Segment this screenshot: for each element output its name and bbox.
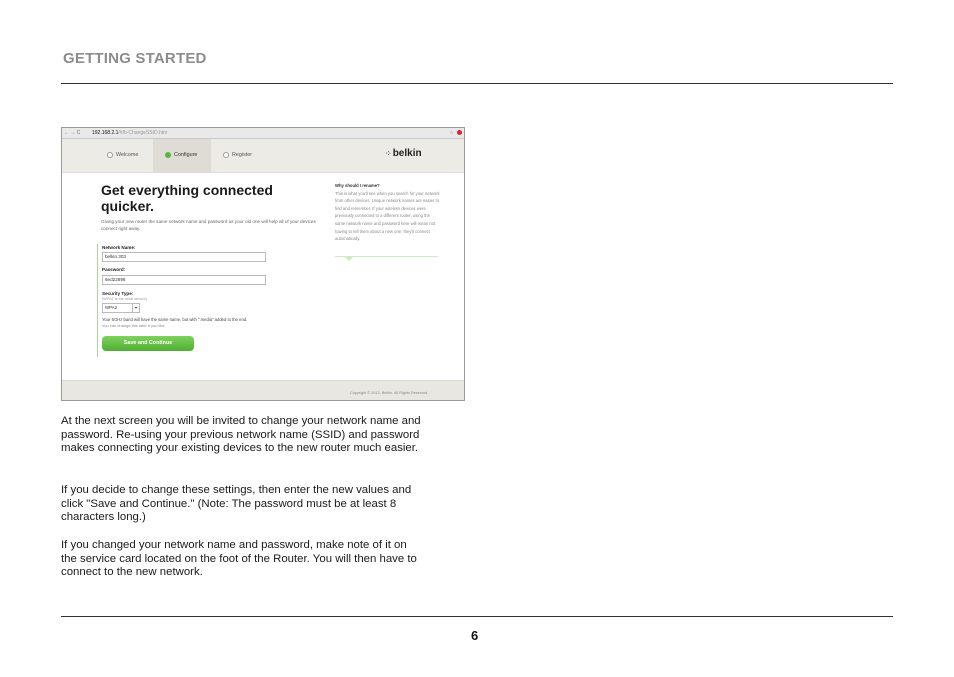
body-paragraph-1: At the next screen you will be invited to change your network name and password. Re-using your previous network name (SSID) and password makes connecting your existing devices to the new router much easier. [61,415,421,455]
screenshot-footer [62,380,464,401]
password-label: Password: [102,267,126,272]
browser-url [92,128,167,138]
network-form [97,244,322,357]
extension-icon [457,130,462,135]
body-paragraph-2: If you decide to change these settings, then enter the new values and click "Save and Continue." (Note: The password must be at least 8 characters long.) [61,484,412,524]
setup-intro: Giving your new router the same network name and password as your old one will help all of your devices connect right away. [101,219,316,231]
chevron-down-icon: ▾ [132,304,139,312]
network-name-label: Network Name: [102,245,136,250]
setup-content [62,173,464,380]
browser-nav-icons: ← → C [64,130,81,136]
section-title: GETTING STARTED [63,50,207,67]
network-name-field: belkin.303 [102,252,266,262]
step-register: Register [223,139,252,172]
router-setup-screenshot [61,127,465,401]
aside-notch [345,257,353,261]
bookmark-star-icon: ☆ [449,130,454,136]
browser-toolbar [62,128,464,139]
step-dot-icon [107,152,113,158]
rename-help [335,182,440,243]
check-icon [165,152,171,158]
header-rule [61,83,893,84]
rename-help-title: Why should I rename? [335,183,380,188]
footer-rule [61,616,893,617]
security-type-label: Security Type: [102,291,134,296]
copyright: Copyright © 2012, Belkin. All Rights Reserved. [350,391,429,395]
wizard-steps [62,139,464,173]
save-and-continue-button: Save and Continue [102,336,194,351]
url-path: /#/b-ChangeSSID.htm [118,130,168,136]
setup-headline: Get everything connected quicker. [101,182,273,214]
security-type-select: WPA2 ▾ [102,303,140,313]
password-field: 6ed22896 [102,275,266,285]
band-note-small: You can change this later if you like. [102,323,166,328]
url-host: 192.168.2.1 [92,130,119,136]
belkin-mark-icon: ⁘ [385,149,391,158]
band-note: Your 5GHz band will have the same name, but with ".media" added to the end. [102,317,248,322]
step-dot-icon [223,152,229,158]
step-configure: Configure [153,139,211,172]
belkin-logo: ⁘ belkin [385,148,422,159]
security-type-hint: (WPA2 is the most secure) [102,297,147,301]
page-number: 6 [471,628,479,643]
rename-help-body: This is what you'll see when you search for your network from other devices. Unique network names are easier to find and remember. If your wireless devices were previously connected to a different router, using the same network name and password here will mean not having to tell them about a new one; they'll connect automatically. [335,190,440,242]
step-welcome: Welcome [107,139,138,172]
body-paragraph-3: If you changed your network name and password, make note of it on the service card located on the foot of the Router. You will then have to connect to the new network. [61,539,417,579]
